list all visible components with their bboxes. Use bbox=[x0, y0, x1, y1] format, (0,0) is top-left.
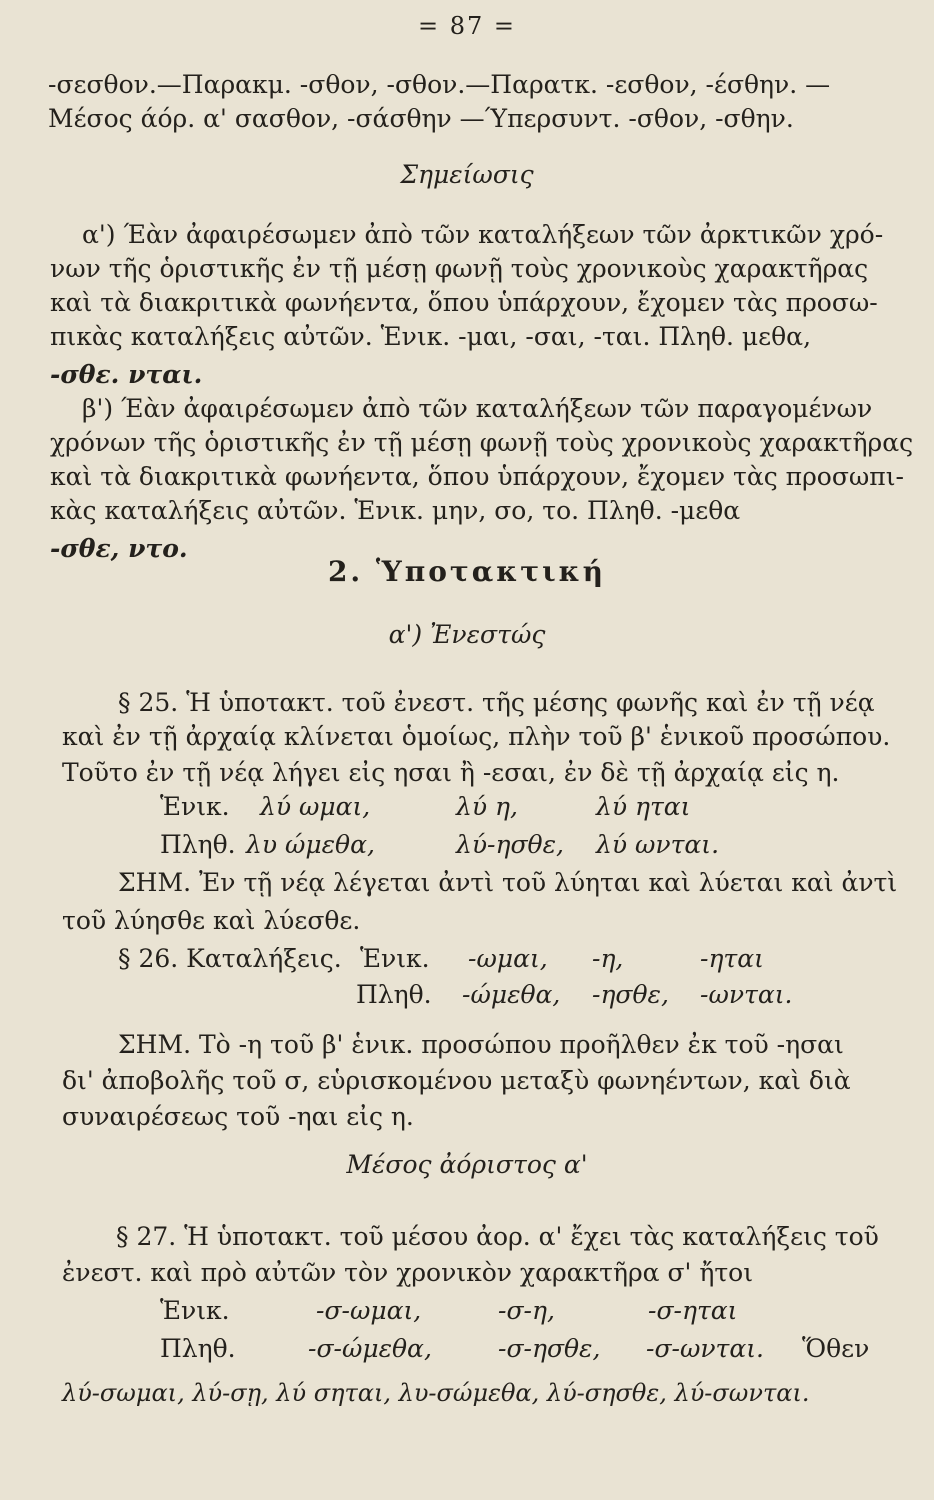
intro-line: -σεσθον.—Παρακμ. -σθον, -σθον.—Παρατκ. -εσθον, -έσθην. — bbox=[48, 70, 831, 99]
conj-form: -σ-ώμεθα, bbox=[308, 1334, 432, 1363]
para-26-label: § 26. Καταλήξεις. bbox=[118, 944, 342, 973]
note-a-line: καὶ τὰ διακριτικὰ φωνήεντα, ὅπου ὑπάρχουν, ἔχομεν τὰς προσω- bbox=[50, 288, 878, 317]
subheading-aorist: Μέσος ἀόριστος α' bbox=[346, 1150, 588, 1179]
conj-form: -ωμαι, bbox=[468, 944, 548, 973]
note-sem-2-line: ΣΗΜ. Τὸ -η τοῦ β' ἑνικ. προσώπου προῆλθεν ἐκ τοῦ -ησαι bbox=[118, 1030, 844, 1059]
page-number: = 87 = bbox=[417, 12, 516, 40]
section-heading: 2. Ὑποτακτική bbox=[327, 555, 607, 588]
note-sem-2-line: δι' ἀποβολῆς τοῦ σ, εὑρισκομένου μεταξὺ φωνηέντων, καὶ διὰ bbox=[62, 1066, 851, 1095]
note-b-line: καὶ τὰ διακριτικὰ φωνήεντα, ὅπου ὑπάρχουν, ἔχομεν τὰς προσωπι- bbox=[50, 462, 904, 491]
para-25-line: § 25. Ἡ ὑποτακτ. τοῦ ἐνεστ. τῆς μέσης φωνῆς καὶ ἐν τῇ νέᾳ bbox=[118, 688, 875, 717]
conj-form: λύ η, bbox=[456, 792, 518, 821]
conj-form: -σ-ηται bbox=[648, 1296, 738, 1325]
conj-form: λύ ωνται. bbox=[596, 830, 720, 859]
conj-form: -ώμεθα, bbox=[462, 980, 561, 1009]
conj-plural-label: Πληθ. bbox=[356, 980, 432, 1009]
conj-singular-label: Ἑνικ. bbox=[160, 792, 230, 821]
conj-singular-label: Ἑνικ. bbox=[160, 1296, 230, 1325]
conj-form: -σ-ωνται. bbox=[646, 1334, 765, 1363]
conj-form: -ησθε, bbox=[592, 980, 669, 1009]
note-sem-1-line: ΣΗΜ. Ἐν τῇ νέᾳ λέγεται ἀντὶ τοῦ λύηται καὶ λύεται καὶ ἀντὶ bbox=[118, 868, 898, 897]
note-b-line: -σθε, ντο. bbox=[50, 534, 188, 563]
conj-plural-label: Πληθ. bbox=[160, 830, 236, 859]
conj-form: -ωνται. bbox=[700, 980, 793, 1009]
conj-form: λυ ώμεθα, bbox=[246, 830, 375, 859]
final-forms-line: λύ-σωμαι, λύ-σῃ, λύ σηται, λυ-σώμεθα, λύ-σησθε, λύ-σωνται. bbox=[62, 1379, 810, 1407]
note-a-line: νων τῆς ὁριστικῆς ἐν τῇ μέσῃ φωνῇ τοὺς χρονικοὺς χαρακτῆρας bbox=[50, 254, 869, 283]
conj-form: -σ-ησθε, bbox=[498, 1334, 601, 1363]
conj-form: λύ-ησθε, bbox=[456, 830, 564, 859]
para-27-line: ἐνεστ. καὶ πρὸ αὐτῶν τὸν χρονικὸν χαρακτῆρα σ' ἤτοι bbox=[62, 1258, 754, 1287]
note-a-line: πικὰς καταλήξεις αὐτῶν. Ἑνικ. -μαι, -σαι, -ται. Πληθ. μεθα, bbox=[50, 322, 812, 351]
note-sem-1-line: τοῦ λύησθε καὶ λύεσθε. bbox=[62, 906, 361, 935]
notes-heading: Σημείωσις bbox=[400, 160, 534, 189]
para-27-line: § 27. Ἡ ὑποτακτ. τοῦ μέσου ἀορ. α' ἔχει τὰς καταλήξεις τοῦ bbox=[116, 1222, 879, 1251]
note-b-line: χρόνων τῆς ὁριστικῆς ἐν τῇ μέσῃ φωνῇ τοὺς χρονικοὺς χαρακτῆρας bbox=[50, 428, 914, 457]
note-a-line: -σθε. νται. bbox=[50, 360, 203, 389]
note-a-line: α') Έὰν ἀφαιρέσωμεν ἀπὸ τῶν καταλήξεων τῶν ἀρκτικῶν χρό- bbox=[82, 220, 884, 249]
subheading-present: α') Ἐνεστώς bbox=[388, 620, 546, 649]
conj-form: λύ ηται bbox=[596, 792, 691, 821]
conj-form: -σ-ωμαι, bbox=[316, 1296, 422, 1325]
conj-singular-label: Ἑνικ. bbox=[360, 944, 430, 973]
conj-plural-label: Πληθ. bbox=[160, 1334, 236, 1363]
note-b-line: β') Έὰν ἀφαιρέσωμεν ἀπὸ τῶν καταλήξεων τῶν παραγομένων bbox=[82, 394, 873, 423]
conj-form: -σ-η, bbox=[498, 1296, 555, 1325]
para-25-line: Τοῦτο ἐν τῇ νέᾳ λήγει εἰς ησαι ἢ -εσαι, ἐν δὲ τῇ ἀρχαίᾳ εἰς η. bbox=[62, 758, 840, 787]
conj-form: λύ ωμαι, bbox=[260, 792, 371, 821]
conj-form: -η, bbox=[592, 944, 624, 973]
para-25-line: καὶ ἐν τῇ ἀρχαίᾳ κλίνεται ὁμοίως, πλὴν τοῦ β' ἑνικοῦ προσώπου. bbox=[62, 722, 891, 751]
intro-line: Μέσος άόρ. α' σασθον, -σάσθην —Ύπερσυντ. -σθον, -σθην. bbox=[48, 104, 794, 133]
conj-form: -ηται bbox=[700, 944, 764, 973]
note-sem-2-line: συναιρέσεως τοῦ -ηαι εἰς η. bbox=[62, 1102, 414, 1131]
conj-tail-word: Ὅθεν bbox=[802, 1334, 870, 1363]
note-b-line: κὰς καταλήξεις αὐτῶν. Ἑνικ. μην, σο, το. Πληθ. -μεθα bbox=[50, 496, 741, 525]
